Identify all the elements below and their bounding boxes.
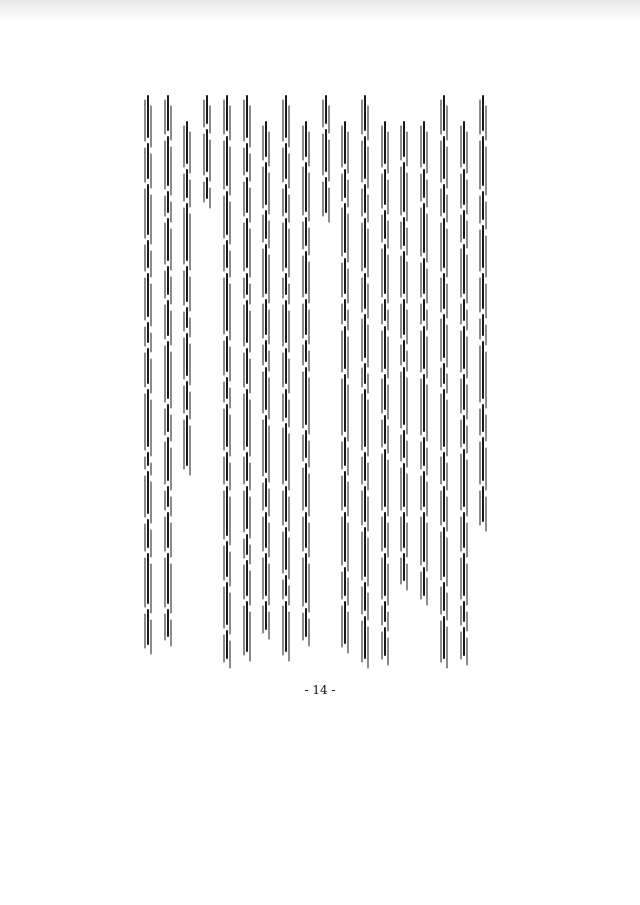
- mongolian-word: [265, 478, 267, 507]
- mongolian-word: [364, 486, 366, 522]
- mongolian-word: [443, 363, 445, 385]
- mongolian-word: [147, 519, 149, 548]
- mongolian-word: [285, 300, 287, 343]
- mongolian-word: [463, 449, 465, 507]
- mongolian-word: [364, 184, 366, 213]
- mongolian-word: [246, 300, 248, 343]
- mongolian-word: [305, 430, 307, 459]
- mongolian-word: [305, 512, 307, 548]
- mongolian-word: [147, 273, 149, 316]
- mongolian-word: [403, 299, 405, 335]
- mongolian-word: [167, 341, 169, 399]
- mongolian-word: [167, 486, 169, 508]
- mongolian-word: [147, 184, 149, 234]
- mongolian-word: [186, 333, 188, 376]
- mongolian-word: [443, 452, 445, 481]
- mongolian-word: [226, 630, 228, 659]
- mongolian-word: [463, 210, 465, 239]
- mongolian-word: [443, 389, 445, 447]
- mongolian-word: [305, 367, 307, 425]
- mongolian-word: [403, 162, 405, 212]
- mongolian-word: [147, 389, 149, 447]
- mongolian-word: [226, 541, 228, 577]
- mongolian-word: [226, 191, 228, 234]
- mongolian-word: [364, 95, 366, 131]
- mongolian-word: [265, 512, 267, 548]
- mongolian-word: [226, 336, 228, 372]
- mongolian-word: [384, 326, 386, 369]
- mongolian-word: [246, 95, 248, 138]
- mongolian-word: [403, 121, 405, 157]
- mongolian-word: [167, 300, 169, 336]
- mongolian-word: [206, 95, 208, 124]
- mongolian-word: [364, 273, 366, 309]
- mongolian-word: [403, 553, 405, 582]
- mongolian-word: [384, 512, 386, 548]
- mongolian-word: [364, 527, 366, 577]
- mongolian-word: [246, 348, 248, 384]
- mongolian-word: [147, 240, 149, 269]
- mongolian-word: [463, 512, 465, 548]
- mongolian-word: [384, 169, 386, 205]
- mongolian-word: [226, 95, 228, 131]
- mongolian-word: [384, 244, 386, 294]
- mongolian-word: [305, 121, 307, 157]
- mongolian-word: [403, 430, 405, 459]
- mongolian-word: [463, 374, 465, 410]
- mongolian-word: [285, 184, 287, 213]
- mongolian-word: [423, 567, 425, 596]
- mongolian-word: [325, 95, 327, 124]
- mongolian-word: [423, 326, 425, 369]
- mongolian-word: [443, 314, 445, 357]
- mongolian-word: [344, 437, 346, 466]
- mongolian-word: [285, 527, 287, 570]
- mongolian-word: [147, 143, 149, 179]
- mongolian-word: [325, 177, 327, 213]
- mongolian-word: [403, 217, 405, 246]
- mongolian-word: [482, 191, 484, 220]
- mongolian-word: [423, 512, 425, 562]
- bottom-margin: [0, 700, 640, 905]
- mongolian-word: [364, 314, 366, 357]
- mongolian-word: [482, 341, 484, 399]
- mongolian-word: [364, 582, 366, 611]
- mongolian-word: [226, 486, 228, 536]
- mongolian-word: [403, 367, 405, 425]
- mongolian-word: [186, 121, 188, 164]
- mongolian-word: [285, 95, 287, 138]
- mongolian-word: [364, 616, 366, 659]
- mongolian-word: [305, 299, 307, 335]
- mongolian-word: [265, 299, 267, 335]
- mongolian-word: [443, 95, 445, 131]
- mongolian-word: [482, 314, 484, 336]
- mongolian-word: [482, 486, 484, 522]
- mongolian-word: [482, 273, 484, 309]
- mongolian-word: [305, 553, 307, 603]
- mongolian-word: [285, 423, 287, 481]
- mongolian-word: [384, 415, 386, 444]
- mongolian-word: [285, 575, 287, 597]
- mongolian-word: [186, 203, 188, 261]
- mongolian-word: [423, 121, 425, 164]
- mongolian-word: [147, 471, 149, 514]
- page-number: - 14 -: [304, 683, 336, 697]
- mongolian-word: [384, 121, 386, 164]
- mongolian-word: [226, 377, 228, 399]
- mongolian-word: [246, 273, 248, 295]
- mongolian-word: [167, 437, 169, 480]
- mongolian-word: [463, 244, 465, 294]
- mongolian-word: [423, 471, 425, 507]
- mongolian-word: [423, 203, 425, 253]
- mongolian-word: [423, 169, 425, 198]
- mongolian-word: [285, 143, 287, 179]
- mongolian-word: [443, 616, 445, 659]
- mongolian-word: [443, 582, 445, 611]
- mongolian-word: [463, 553, 465, 596]
- mongolian-word: [246, 143, 248, 172]
- mongolian-word: [423, 374, 425, 432]
- mongolian-word: [167, 218, 169, 261]
- mongolian-word: [265, 340, 267, 362]
- mongolian-word: [344, 601, 346, 644]
- mongolian-word: [344, 299, 346, 321]
- mongolian-word: [344, 121, 346, 164]
- mongolian-word: [364, 136, 366, 179]
- mongolian-word: [384, 299, 386, 321]
- mongolian-word: [265, 121, 267, 157]
- mongolian-word: [384, 210, 386, 239]
- mongolian-word: [463, 121, 465, 164]
- mongolian-word: [423, 258, 425, 294]
- mongolian-word: [265, 415, 267, 473]
- mongolian-word: [423, 299, 425, 321]
- mongolian-word: [364, 363, 366, 385]
- mongolian-word: [186, 307, 188, 329]
- mongolian-word: [482, 437, 484, 480]
- mongolian-word: [186, 169, 188, 198]
- mongolian-word: [226, 240, 228, 269]
- mongolian-word: [344, 203, 346, 253]
- mongolian-word: [167, 266, 169, 295]
- mongolian-word: [463, 627, 465, 656]
- scan-top-shadow: [0, 0, 640, 22]
- mongolian-word: [443, 218, 445, 268]
- mongolian-word: [186, 415, 188, 465]
- mongolian-word: [285, 601, 287, 651]
- mongolian-word: [226, 273, 228, 331]
- mongolian-word: [384, 627, 386, 656]
- mongolian-word: [305, 463, 307, 506]
- mongolian-word: [285, 348, 287, 384]
- mongolian-word: [167, 609, 169, 638]
- mongolian-word: [206, 129, 208, 172]
- mongolian-word: [344, 258, 346, 294]
- mongolian-word: [285, 273, 287, 295]
- mongolian-word: [344, 512, 346, 562]
- mongolian-word: [384, 601, 386, 623]
- mongolian-word: [226, 582, 228, 625]
- mongolian-word: [265, 601, 267, 630]
- mongolian-word: [482, 136, 484, 186]
- mongolian-word: [463, 299, 465, 321]
- mongolian-word: [246, 534, 248, 556]
- mongolian-word: [246, 389, 248, 447]
- mongolian-word: [463, 169, 465, 205]
- mongolian-word: [167, 553, 169, 603]
- mongolian-word: [246, 177, 248, 213]
- mongolian-text-block: [143, 95, 498, 665]
- mongolian-word: [147, 609, 149, 645]
- mongolian-word: [265, 553, 267, 596]
- mongolian-word: [423, 437, 425, 466]
- mongolian-word: [384, 449, 386, 507]
- mongolian-word: [246, 560, 248, 596]
- mongolian-word: [403, 512, 405, 548]
- mongolian-word: [344, 567, 346, 596]
- mongolian-word: [305, 340, 307, 362]
- mongolian-word: [285, 218, 287, 268]
- mongolian-word: [463, 326, 465, 369]
- mongolian-word: [482, 95, 484, 131]
- mongolian-word: [403, 340, 405, 362]
- mongolian-word: [167, 404, 169, 433]
- mongolian-word: [305, 217, 307, 246]
- mongolian-word: [246, 218, 248, 268]
- mongolian-word: [206, 177, 208, 199]
- mongolian-word: [167, 136, 169, 186]
- mongolian-word: [384, 553, 386, 596]
- mongolian-word: [265, 162, 267, 205]
- mongolian-word: [403, 463, 405, 506]
- mongolian-word: [443, 184, 445, 213]
- mongolian-word: [305, 162, 307, 212]
- mongolian-word: [344, 169, 346, 198]
- mongolian-word: [147, 452, 149, 466]
- mongolian-word: [344, 326, 346, 369]
- mongolian-word: [364, 218, 366, 268]
- mongolian-word: [246, 452, 248, 481]
- mongolian-word: [364, 389, 366, 447]
- mongolian-word: [265, 210, 267, 239]
- mongolian-word: [147, 95, 149, 138]
- mongolian-word: [246, 486, 248, 529]
- mongolian-word: [443, 486, 445, 522]
- mongolian-word: [463, 601, 465, 623]
- mongolian-word: [305, 251, 307, 294]
- mongolian-word: [482, 404, 484, 433]
- mongolian-word: [186, 381, 188, 410]
- mongolian-word: [147, 322, 149, 344]
- mongolian-word: [147, 348, 149, 384]
- mongolian-word: [147, 553, 149, 603]
- mongolian-word: [226, 136, 228, 186]
- mongolian-word: [167, 512, 169, 548]
- mongolian-word: [443, 527, 445, 577]
- mongolian-word: [265, 244, 267, 294]
- mongolian-word: [305, 608, 307, 637]
- mongolian-word: [443, 136, 445, 179]
- mongolian-word: [186, 266, 188, 302]
- mongolian-word: [285, 389, 287, 418]
- mongolian-word: [167, 95, 169, 131]
- mongolian-word: [482, 225, 484, 268]
- mongolian-word: [167, 191, 169, 213]
- mongolian-word: [384, 374, 386, 410]
- mongolian-word: [344, 471, 346, 507]
- mongolian-word: [443, 273, 445, 309]
- mongolian-word: [463, 415, 465, 444]
- mongolian-word: [344, 374, 346, 432]
- mongolian-word: [226, 452, 228, 481]
- mongolian-word: [265, 367, 267, 410]
- mongolian-word: [246, 601, 248, 651]
- mongolian-word: [364, 452, 366, 481]
- mongolian-word: [226, 404, 228, 447]
- mongolian-word: [285, 486, 287, 522]
- mongolian-word: [403, 251, 405, 294]
- mongolian-word: [325, 129, 327, 172]
